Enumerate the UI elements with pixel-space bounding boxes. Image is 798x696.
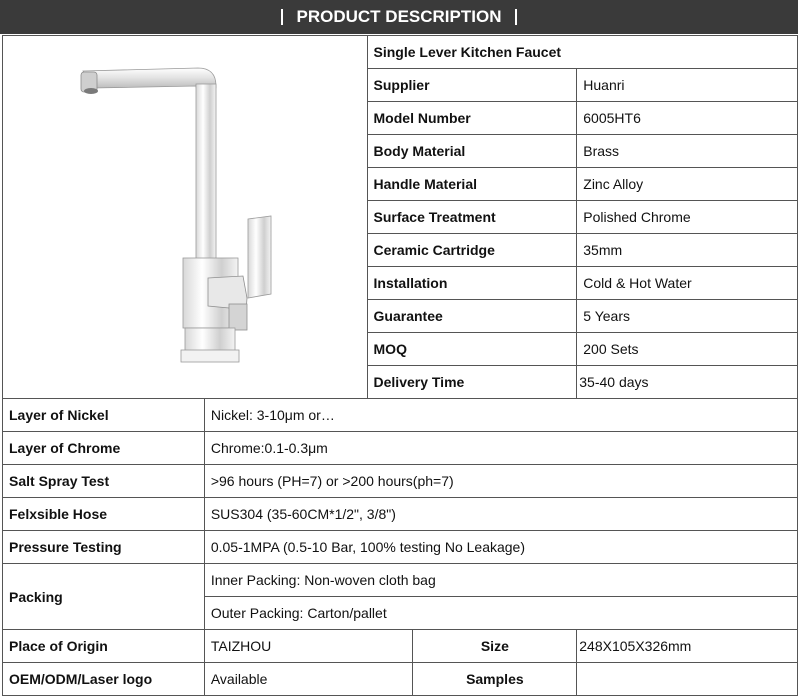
section-header bbox=[0, 0, 798, 34]
origin-value: TAIZHOU bbox=[204, 630, 413, 663]
spec-key: Ceramic Cartridge bbox=[367, 234, 577, 267]
table-row bbox=[3, 663, 798, 696]
header-title: PRODUCT DESCRIPTION bbox=[296, 7, 502, 26]
header-divider-left bbox=[281, 9, 283, 25]
packing-key: Packing bbox=[3, 564, 205, 630]
product-image bbox=[3, 36, 368, 399]
table-row bbox=[3, 564, 798, 597]
spec-value: 200 Sets bbox=[577, 333, 798, 366]
size-key: Size bbox=[413, 630, 577, 663]
spec-key: Delivery Time bbox=[367, 366, 577, 399]
spec-key: Layer of Nickel bbox=[3, 399, 205, 432]
spec-value: SUS304 (35-60CM*1/2", 3/8") bbox=[204, 498, 797, 531]
spec-key: Handle Material bbox=[367, 168, 577, 201]
spec-key: Model Number bbox=[367, 102, 577, 135]
spec-value: 6005HT6 bbox=[577, 102, 798, 135]
spec-key: Layer of Chrome bbox=[3, 432, 205, 465]
spec-key: Body Material bbox=[367, 135, 577, 168]
table-row bbox=[3, 531, 798, 564]
faucet-image bbox=[3, 36, 367, 396]
product-title: Single Lever Kitchen Faucet bbox=[367, 36, 797, 69]
table-row bbox=[3, 465, 798, 498]
spec-value: Huanri bbox=[577, 69, 798, 102]
spec-value: 35-40 days bbox=[577, 366, 798, 399]
spec-value: Cold & Hot Water bbox=[577, 267, 798, 300]
table-row bbox=[3, 498, 798, 531]
table-row bbox=[3, 432, 798, 465]
spec-key: Pressure Testing bbox=[3, 531, 205, 564]
size-value: 248X105X326mm bbox=[577, 630, 798, 663]
spec-key: MOQ bbox=[367, 333, 577, 366]
spec-key: Guarantee bbox=[367, 300, 577, 333]
samples-value bbox=[577, 663, 798, 696]
spec-key: Felxsible Hose bbox=[3, 498, 205, 531]
spec-value: 0.05-1MPA (0.5-10 Bar, 100% testing No Leakage) bbox=[204, 531, 797, 564]
inner-packing: Inner Packing: Non-woven cloth bag bbox=[204, 564, 797, 597]
spec-key: Installation bbox=[367, 267, 577, 300]
origin-key: Place of Origin bbox=[3, 630, 205, 663]
samples-key: Samples bbox=[413, 663, 577, 696]
table-row bbox=[3, 630, 798, 663]
spec-value: Chrome:0.1-0.3μm bbox=[204, 432, 797, 465]
table-row bbox=[3, 399, 798, 432]
oem-key: OEM/ODM/Laser logo bbox=[3, 663, 205, 696]
outer-packing: Outer Packing: Carton/pallet bbox=[204, 597, 797, 630]
header-divider-right bbox=[515, 9, 517, 25]
spec-value: Brass bbox=[577, 135, 798, 168]
spec-value: Zinc Alloy bbox=[577, 168, 798, 201]
spec-key: Supplier bbox=[367, 69, 577, 102]
oem-value: Available bbox=[204, 663, 413, 696]
spec-value: Polished Chrome bbox=[577, 201, 798, 234]
spec-value: 35mm bbox=[577, 234, 798, 267]
spec-table bbox=[2, 35, 798, 696]
spec-value: >96 hours (PH=7) or >200 hours(ph=7) bbox=[204, 465, 797, 498]
spec-key: Salt Spray Test bbox=[3, 465, 205, 498]
spec-value: Nickel: 3-10μm or… bbox=[204, 399, 797, 432]
spec-key: Surface Treatment bbox=[367, 201, 577, 234]
spec-value: 5 Years bbox=[577, 300, 798, 333]
